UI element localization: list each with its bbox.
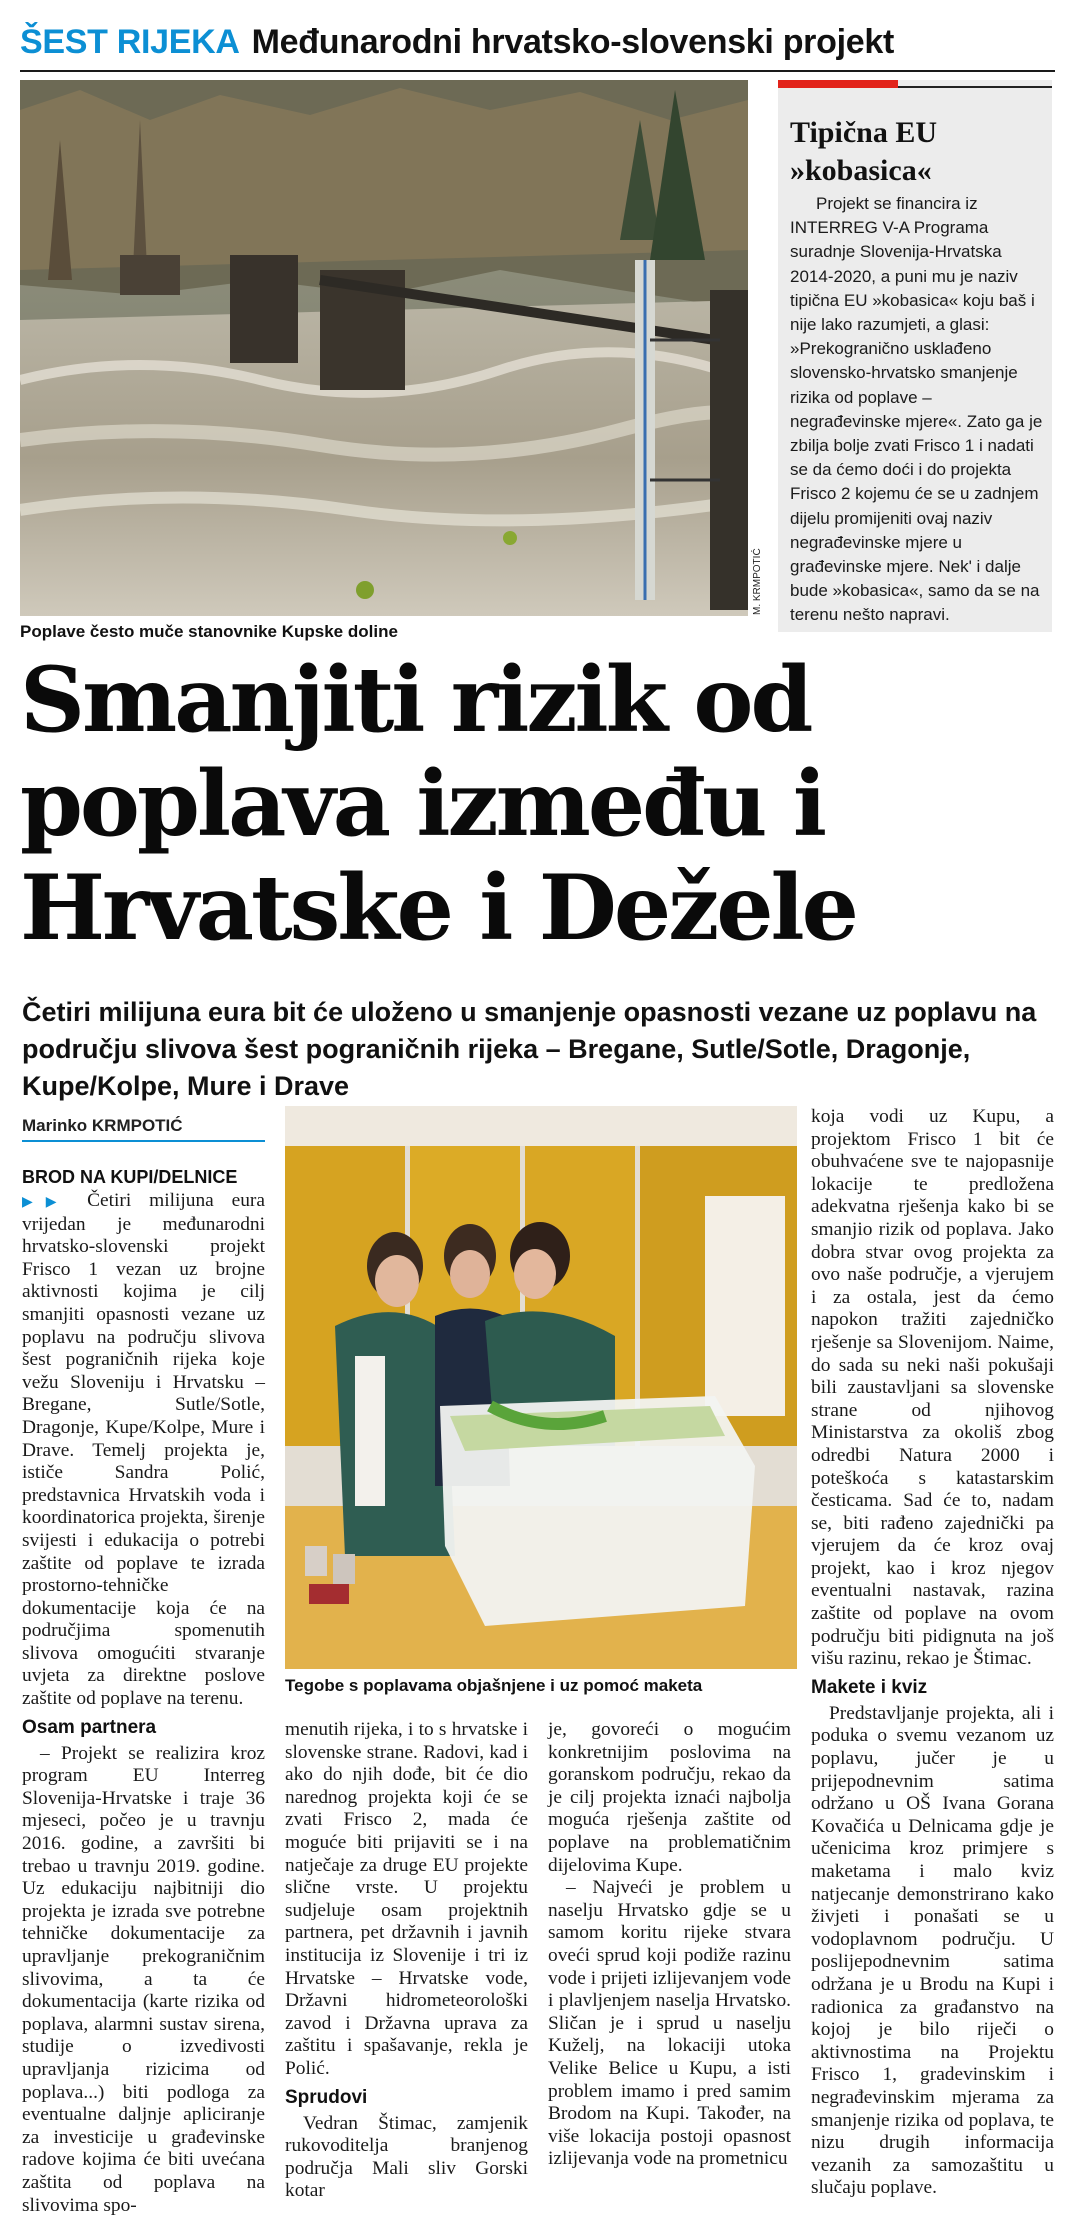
subhead-sprudovi: Sprudovi — [285, 2086, 368, 2108]
photo-credit: M. KRMPOTIĆ — [752, 548, 763, 615]
byline: Marinko KRMPOTIĆ — [22, 1112, 265, 1142]
article-column-4 — [811, 1106, 1054, 2200]
sidebar-accent-bar — [778, 80, 898, 88]
paragraph: je, govoreći o mogućim konkretnijim poslovima na goranskom području, rekao da je cilj projekta iznaći najbolja moguća rješenja zaštite od poplave na problematičnim dijelovima Kupe. — [548, 1719, 791, 1876]
dateline: BROD NA KUPI/DELNICE — [22, 1167, 238, 1187]
sidebar-rule — [898, 86, 1052, 88]
arrow-icon: ▶▶ — [22, 1194, 88, 1210]
photo-caption-center: Tegobe s poplavama objašnjene i uz pomoć maketa — [285, 1676, 703, 1695]
paragraph: menutih rijeka, i to s hrvatske i slovenske strane. Radovi, kad i ako do njih dođe, bit će dio narednog projekta koji će se zvati Frisco 2, mada će moguće biti prijaviti se i na natječaje za druge EU projekte slične vrste. U projektu sudjeluje osam projektnih partnera, pet državnih i javnih institucija iz Slovenije i tri iz Hrvatske – Hrvatske vode, Državni hidrometeorološki zavod i Državna uprava za zaštitu i spašavanje, rekla je Polić. — [285, 1719, 528, 2079]
paragraph: – Najveći je problem u naselju Hrvatsko gdje se u samom koritu rijeke stvara oveći sprud koji podiže razinu vode i prijeti izlijevanjem vode i plavljenjem naselja Hrvatsko. Sličan je i sprud u naselju Kuželj, na lokaciji utoka Velike Belice u Kupu, a isti problem imamo i pred samim Brodom na Kupi. Također, na više lokacija postoji opasnost izlijevanja vode na prometnicu — [548, 1877, 791, 2170]
section-title: Međunarodni hrvatsko-slovenski projekt — [251, 22, 894, 61]
subhead-osam-partnera: Osam partnera — [22, 1716, 157, 1738]
section-header — [20, 14, 1055, 72]
article-column-3 — [548, 1719, 791, 2171]
headline: Smanjiti rizik od poplava između i Hrvatske i Dežele — [20, 647, 856, 961]
maket-photo — [285, 1106, 797, 1669]
photo-caption-top: Poplave često muče stanovnike Kupske doline — [20, 622, 398, 641]
article-column-1 — [22, 1166, 265, 2217]
paragraph: Vedran Štimac, zamjenik rukovoditelja branjenog područja Mali sliv Gorski kotar — [285, 2112, 528, 2202]
sidebar-title: Tipična EU »kobasica« — [790, 116, 937, 187]
deck: Četiri milijuna eura bit će uloženo u smanjenje opasnosti vezane uz poplavu na području slivova šest pograničnih rijeka – Bregane, Sutle/Sotle, Dragonje, Kupe/Kolpe, Mure i Drave — [22, 997, 1037, 1101]
paragraph: koja vodi uz Kupu, a projektom Frisco 1 bit će obuhvaćene sve te najopasnije lokacije te predložena adekvatna rješenja kako bi se smanjio rizik od poplava. Jako dobra stvar ovog projekta za ovo naše područje, a vjerujem i za ostala, jest da ćemo napokon tražiti zajedničko rješenje sa Slovenijom. Naime, do sada su neki naši pokušaji bili zaustavljani sa slovenske strane od njihovog Ministarstva za okoliš zbog odredbi Natura 2000 i poteškoća s katastarskim česticama. Sad će to, nadam se, biti rađeno zajednički pa vjerujem da će kroz ovaj projekt, kao i kroz njegov eventualni nastavak, razina zaštite od poplave na ovom području biti pidignuta na još višu razinu, rekao je Štimac. — [811, 1106, 1054, 1670]
paragraph: Predstavljanje projekta, ali i poduka o svemu vezanom uz poplavu, jučer je u prijepodnevnim satima održano u OŠ Ivana Gorana Kovačića u Delnicama gdje je učenicima kroz primjere s maketama i malo kviz natjecanje demonstrirano kako živjeti i ponašati se u vodoplavnom području. U poslijepodnevnim satima održana je u Brodu na Kupi i radionica za građanstvo na kojoj je bilo riječi o aktivnostima na Projektu Frisco 1, gradevinskim i negrađevinskim mjerama za smanjenje rizika od poplava, te nizu drugih informacija vezanih za samozaštitu u slučaju poplave. — [811, 1702, 1054, 2199]
sidebar-body: Projekt se financira iz INTERREG V-A Programa suradnje Slovenija-Hrvatska 2014-2020, a puni mu je naziv tipična EU »kobasica« koju baš i nije lako razumjeti, a glasi: »Prekogranično usklađeno slovensko-hrvatsko smanjenje rizika od poplave – negrađevinske mjere«. Zato ga je zbilja bolje zvati Frisco 1 i nadati se da ćemo doći i do projekta Frisco 2 kojemu će se u zadnjem dijelu promijeniti ovaj naziv negrađevinske mjere u građevinske mjere. Nek' i dalje bude »kobasica«, samo da se na terenu nešto napravi. — [790, 194, 1043, 625]
lead-paragraph: ▶▶ Četiri milijuna eura vrijedan je međunarodni hrvatsko-slovenski projekt Frisco 1 vezan uz brojne aktivnosti kojima je cilj smanjiti opasnosti vezane uz poplavu na području slivova šest pograničnih rijeka koje vežu Sloveniju i Hrvatsku – Bregane, Sutle/Sotle, Dragonje, Kupe/Kolpe, Mure i Drave. Temelj projekta je, ističe Sandra Polić, predstavnica Hrvatskih voda i koordinatorica projekta, širenje svijesti i edukacija o potrebi zaštite od poplave te izrada prostorno-tehničke dokumentacije koja će na područjima spomenutih slivova omogućiti stvaranje uvjeta za direktne poslove zaštite od poplave na terenu. — [22, 1190, 265, 1710]
section-kicker: ŠEST RIJEKA — [20, 22, 240, 61]
sidebar-box — [778, 80, 1052, 632]
subhead-makete-i-kviz: Makete i kviz — [811, 1676, 928, 1698]
paragraph: – Projekt se realizira kroz program EU Interreg Slovenija-Hrvatske i traje 36 mjeseci, počeo je u travnju 2016. godine, a završiti bi trebao u travnju 2019. godine. Uz edukaciju najbitniji dio projekta je izrada sve potrebne tehničke dokumentacije za upravljanje prekograničnim slivovima, a ta će dokumentacija (karte rizika od poplava, alarmni sustav sirena, studije o izvedivosti upravljanja rizicima od poplava...) biti podloga za eventualne daljnje apliciranje za investicije u građevinske radove kojima će biti uvećana zaštita od poplava na slivovima spo- — [22, 1742, 265, 2216]
article-column-2 — [285, 1719, 528, 2203]
flood-photo — [20, 80, 748, 616]
